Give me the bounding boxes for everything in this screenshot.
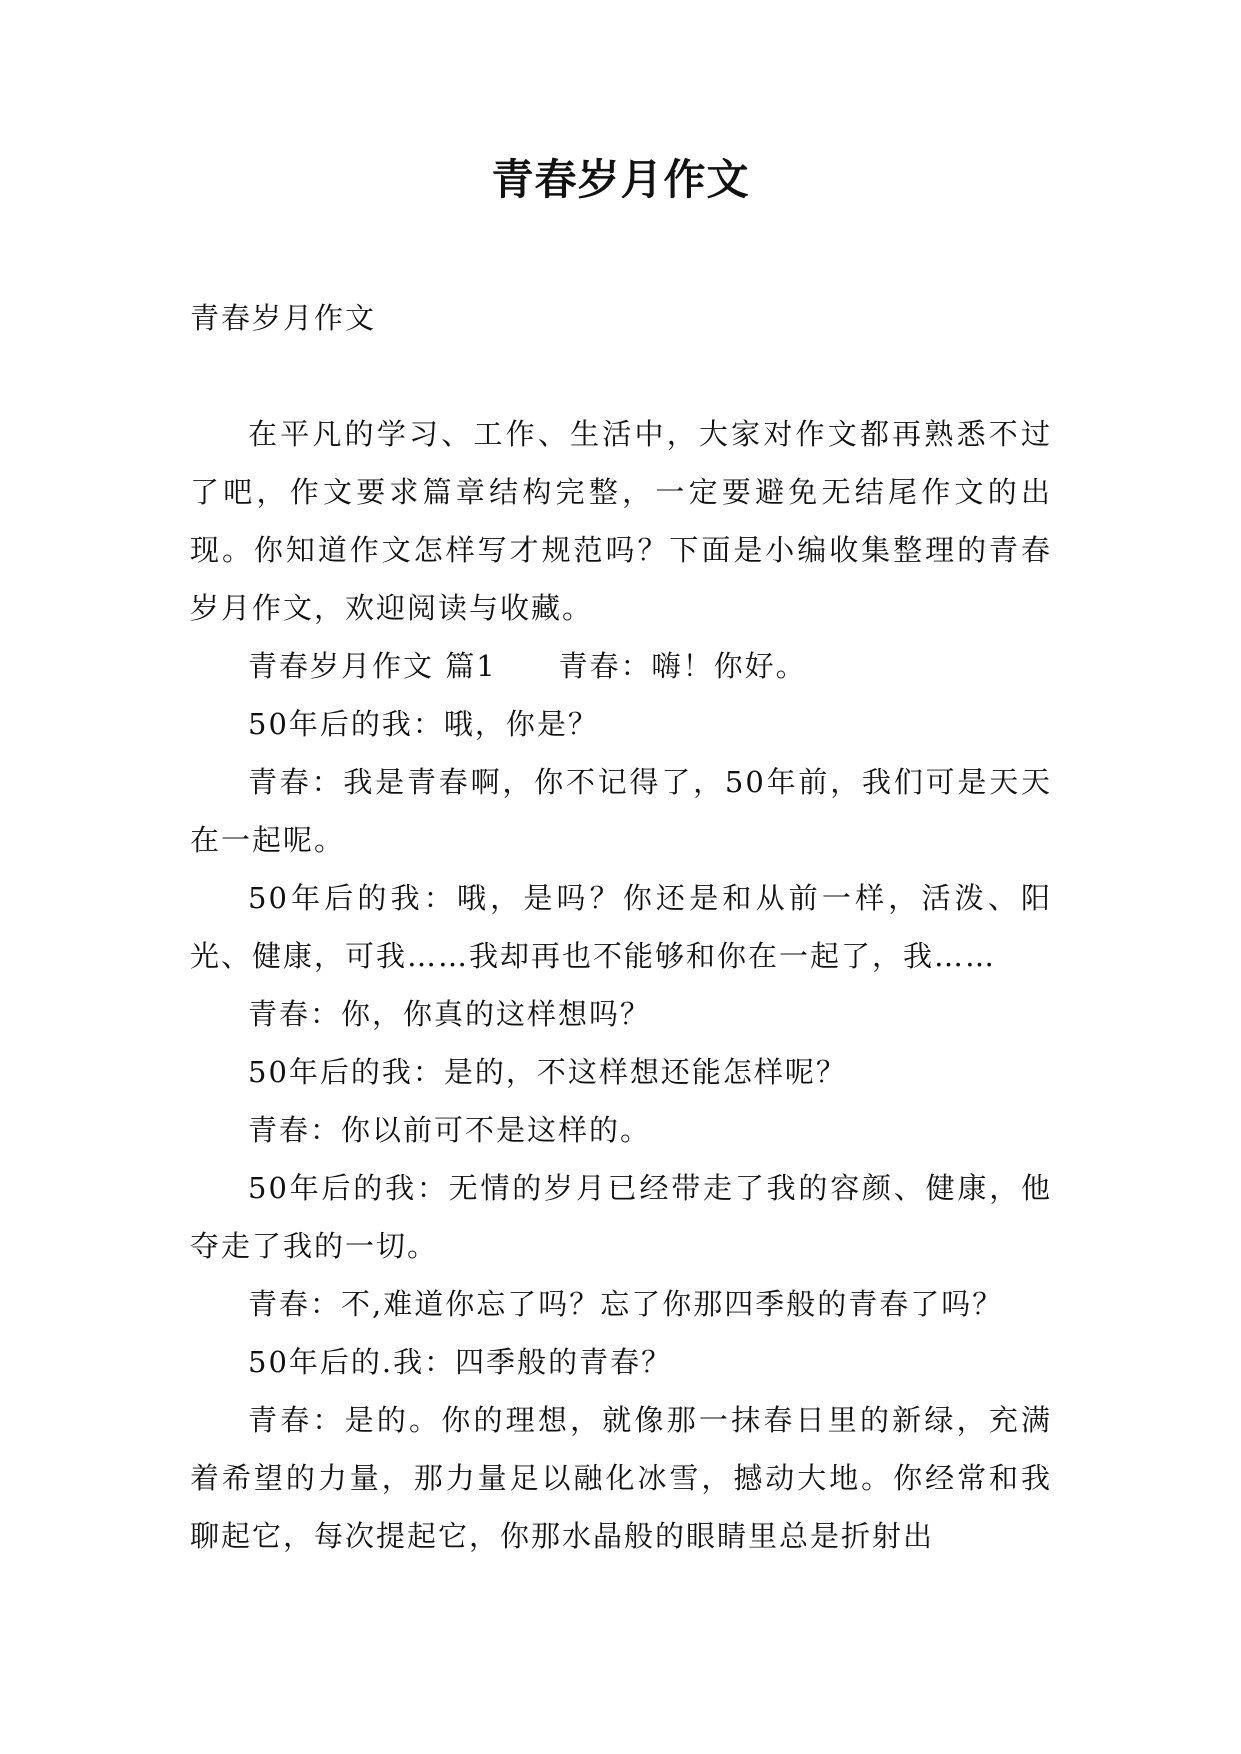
paragraph-dialogue: 50年后的我：无情的岁月已经带走了我的容颜、健康，他夺走了我的一切。 xyxy=(190,1171,1052,1263)
paragraph-dialogue: 青春：不,难道你忘了吗？忘了你那四季般的青春了吗？ xyxy=(248,1287,1004,1321)
paragraph-dialogue: 青春：是的。你的理想，就像那一抹春日里的新绿，充满着希望的力量，那力量足以融化冰雪，撼动大地。你经常和我聊起它，每次提起它，你那水晶般的眼睛里总是折射出 xyxy=(190,1403,1052,1553)
paragraph-dialogue: 50年后的我：哦，是吗？你还是和从前一样，活泼、阳光、健康，可我……我却再也不能够和你在一起了，我…… xyxy=(190,881,1052,973)
paragraph-dialogue: 50年后的我：是的，不这样想还能怎样呢？ xyxy=(248,1055,847,1089)
paragraph-dialogue: 青春：你以前可不是这样的。 xyxy=(248,1113,652,1147)
document-subtitle: 青春岁月作文 xyxy=(190,301,377,335)
document-title: 青春岁月作文 xyxy=(491,155,750,204)
paragraph-dialogue: 50年后的.我：四季般的青春？ xyxy=(248,1345,673,1379)
paragraph-dialogue: 青春：我是青春啊，你不记得了，50年前，我们可是天天在一起呢。 xyxy=(190,765,1052,857)
paragraph-dialogue: 青春：你，你真的这样想吗？ xyxy=(248,997,652,1031)
paragraph-intro: 在平凡的学习、工作、生活中，大家对作文都再熟悉不过了吧，作文要求篇章结构完整，一定要避免无结尾作文的出现。你知道作文怎样写才规范吗？下面是小编收集整理的青春岁月作文，欢迎阅读与收藏。 xyxy=(190,417,1052,625)
paragraph-dialogue: 青春岁月作文 篇1 青春：嗨！你好。 xyxy=(248,649,807,683)
document-body xyxy=(190,289,1052,1565)
paragraph-dialogue: 50年后的我：哦，你是？ xyxy=(248,707,599,741)
